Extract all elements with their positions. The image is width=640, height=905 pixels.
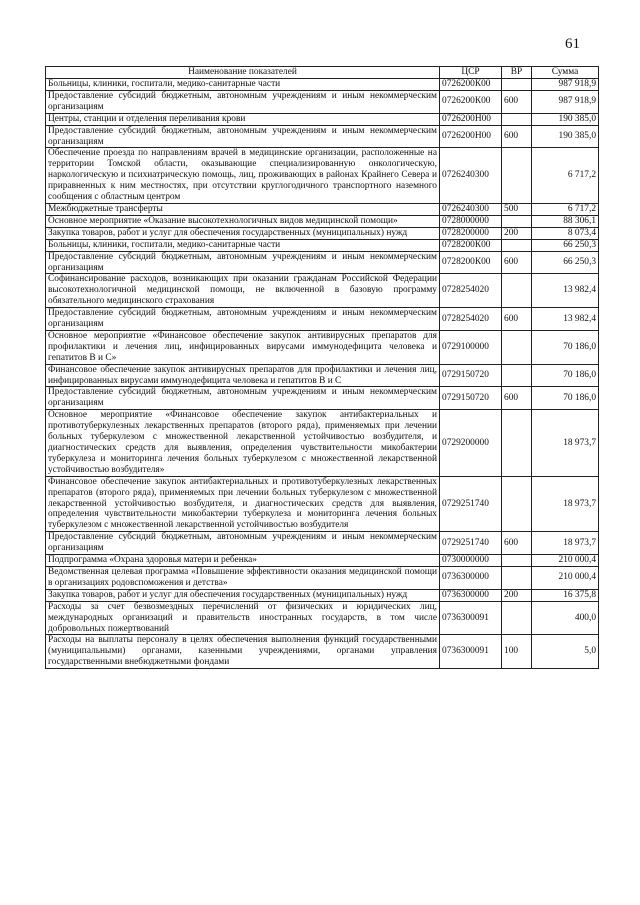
vr-cell: 600 [502, 125, 532, 148]
table-row [46, 387, 599, 410]
vr-cell: 600 [502, 251, 532, 274]
sum-cell: 13 982,4 [532, 274, 599, 308]
csr-cell: 0730000000 [440, 555, 502, 567]
vr-cell: 200 [502, 589, 532, 601]
sum-cell: 400,0 [532, 601, 599, 635]
csr-cell: 0726200К00 [440, 90, 502, 113]
table-row [46, 239, 599, 251]
sum-cell: 66 250,3 [532, 251, 599, 274]
name-cell: Ведомственная целевая программа «Повышение эффективности оказания медицинской помощи в организациях родовспоможения и детства» [46, 566, 440, 589]
sum-cell: 6 717,2 [532, 148, 599, 204]
vr-cell: 600 [502, 532, 532, 555]
vr-cell [502, 79, 532, 91]
sum-cell: 88 306,1 [532, 215, 599, 227]
sum-cell: 70 186,0 [532, 330, 599, 364]
table-row [46, 308, 599, 331]
vr-cell [502, 364, 532, 387]
vr-cell [502, 410, 532, 476]
table-row [46, 589, 599, 601]
csr-cell: 0728200К00 [440, 239, 502, 251]
name-cell: Подпрограмма «Охрана здоровья матери и ребенка» [46, 555, 440, 567]
sum-cell: 8 073,4 [532, 227, 599, 239]
csr-cell: 0729200000 [440, 410, 502, 476]
sum-cell: 13 982,4 [532, 308, 599, 331]
csr-cell: 0726240300 [440, 203, 502, 215]
csr-cell: 0728200К00 [440, 251, 502, 274]
name-cell: Предоставление субсидий бюджетным, автономным учреждениям и иным некоммерческим организациям [46, 125, 440, 148]
vr-cell [502, 215, 532, 227]
csr-cell: 0736300000 [440, 566, 502, 589]
csr-cell: 0728254020 [440, 308, 502, 331]
table-row [46, 635, 599, 669]
table-row [46, 532, 599, 555]
table-row [46, 125, 599, 148]
budget-table [45, 66, 599, 669]
table-row [46, 601, 599, 635]
name-cell: Основное мероприятие «Оказание высокотехнологичных видов медицинской помощи» [46, 215, 440, 227]
csr-cell: 0726200К00 [440, 79, 502, 91]
csr-cell: 0729100000 [440, 330, 502, 364]
name-cell: Расходы на выплаты персоналу в целях обеспечения выполнения функций государственными (муниципальными) органами, казенными учреждениями, органами управления государственными внебюджетными фондами [46, 635, 440, 669]
csr-cell: 0729150720 [440, 364, 502, 387]
name-cell: Предоставление субсидий бюджетным, автономным учреждениям и иным некоммерческим организациям [46, 387, 440, 410]
table-header-row [46, 67, 599, 79]
sum-cell: 18 973,7 [532, 410, 599, 476]
table-row [46, 203, 599, 215]
header-vr: ВР [502, 67, 532, 79]
sum-cell: 70 186,0 [532, 387, 599, 410]
vr-cell [502, 476, 532, 532]
sum-cell: 190 385,0 [532, 113, 599, 125]
csr-cell: 0728254020 [440, 274, 502, 308]
name-cell: Предоставление субсидий бюджетным, автономным учреждениям и иным некоммерческим организациям [46, 251, 440, 274]
header-sum: Сумма [532, 67, 599, 79]
vr-cell: 500 [502, 203, 532, 215]
csr-cell: 0729251740 [440, 532, 502, 555]
table-row [46, 79, 599, 91]
name-cell: Больницы, клиники, госпитали, медико-санитарные части [46, 239, 440, 251]
name-cell: Финансовое обеспечение закупок антибактериальных и противотуберкулезных лекарственных препаратов (второго ряда), применяемых при лечении больных туберкулезом с множественной лекарственной устойчивостью возбудителя, и диагностических средств для выявления, определения чувствительности микобактерии туберкулеза и мониторинга лечения больных туберкулезом с множественной лекарственной устойчивостью возбудителя [46, 476, 440, 532]
table-row [46, 410, 599, 476]
vr-cell [502, 274, 532, 308]
table-row [46, 90, 599, 113]
csr-cell: 0726240300 [440, 148, 502, 204]
table-row [46, 566, 599, 589]
vr-cell: 600 [502, 387, 532, 410]
table-row [46, 113, 599, 125]
table-row [46, 274, 599, 308]
name-cell: Расходы за счет безвозмездных перечислений от физических и юридических лиц, международных организаций и правительств иностранных государств, в том числе добровольных пожертвований [46, 601, 440, 635]
vr-cell [502, 330, 532, 364]
vr-cell [502, 113, 532, 125]
sum-cell: 5,0 [532, 635, 599, 669]
name-cell: Закупка товаров, работ и услуг для обеспечения государственных (муниципальных) нужд [46, 589, 440, 601]
table-row [46, 476, 599, 532]
vr-cell: 600 [502, 90, 532, 113]
name-cell: Предоставление субсидий бюджетным, автономным учреждениям и иным некоммерческим организациям [46, 532, 440, 555]
name-cell: Основное мероприятие «Финансовое обеспечение закупок антивирусных препаратов для профилактики и лечения лиц, инфицированных вирусами иммунодефицита человека и гепатитов В и С» [46, 330, 440, 364]
csr-cell: 0726200Н00 [440, 125, 502, 148]
sum-cell: 16 375,8 [532, 589, 599, 601]
table-row [46, 227, 599, 239]
sum-cell: 210 000,4 [532, 566, 599, 589]
name-cell: Софинансирование расходов, возникающих при оказании гражданам Российской Федерации высокотехнологичной медицинской помощи, не включенной в базовую программу обязательного медицинского страхования [46, 274, 440, 308]
page-number: 61 [565, 36, 580, 52]
header-name: Наименование показателей [46, 67, 440, 79]
vr-cell [502, 148, 532, 204]
name-cell: Предоставление субсидий бюджетным, автономным учреждениям и иным некоммерческим организациям [46, 90, 440, 113]
sum-cell: 18 973,7 [532, 532, 599, 555]
name-cell: Межбюджетные трансферты [46, 203, 440, 215]
table-row [46, 555, 599, 567]
table-row [46, 330, 599, 364]
name-cell: Закупка товаров, работ и услуг для обеспечения государственных (муниципальных) нужд [46, 227, 440, 239]
sum-cell: 210 000,4 [532, 555, 599, 567]
csr-cell: 0728000000 [440, 215, 502, 227]
table-row [46, 215, 599, 227]
csr-cell: 0736300000 [440, 589, 502, 601]
table-body [46, 79, 599, 669]
header-csr: ЦСР [440, 67, 502, 79]
table-row [46, 251, 599, 274]
sum-cell: 987 918,9 [532, 90, 599, 113]
table-row [46, 364, 599, 387]
vr-cell: 600 [502, 308, 532, 331]
table-header [46, 67, 599, 79]
sum-cell: 66 250,3 [532, 239, 599, 251]
vr-cell [502, 601, 532, 635]
name-cell: Больницы, клиники, госпитали, медико-санитарные части [46, 79, 440, 91]
csr-cell: 0729150720 [440, 387, 502, 410]
vr-cell: 100 [502, 635, 532, 669]
sum-cell: 6 717,2 [532, 203, 599, 215]
name-cell: Предоставление субсидий бюджетным, автономным учреждениям и иным некоммерческим организациям [46, 308, 440, 331]
table-row [46, 148, 599, 204]
name-cell: Обеспечение проезда по направлениям врачей в медицинские организации, расположенные на территории Томской области, оказывающие специализированную онкологическую, наркологическую и психиатрическую помощь, лиц, проживающих в районах Крайнего Севера и приравненных к ним местностях, при отсутствии круглогодичного транспортного наземного сообщения с областным центром [46, 148, 440, 204]
csr-cell: 0726200Н00 [440, 113, 502, 125]
vr-cell [502, 239, 532, 251]
sum-cell: 190 385,0 [532, 125, 599, 148]
name-cell: Основное мероприятие «Финансовое обеспечение закупок антибактериальных и противотуберкулезных лекарственных препаратов (второго ряда), применяемых при лечении больных туберкулезом с множественной лекарственной устойчивостью возбудителя, и диагностических средств для выявления, определения чувствительности микобактерии туберкулеза и мониторинга лечения больных туберкулезом с множественной лекарственной устойчивостью возбудителя» [46, 410, 440, 476]
vr-cell [502, 566, 532, 589]
csr-cell: 0729251740 [440, 476, 502, 532]
name-cell: Центры, станции и отделения переливания крови [46, 113, 440, 125]
vr-cell [502, 555, 532, 567]
sum-cell: 987 918,9 [532, 79, 599, 91]
vr-cell: 200 [502, 227, 532, 239]
csr-cell: 0736300091 [440, 635, 502, 669]
csr-cell: 0728200000 [440, 227, 502, 239]
name-cell: Финансовое обеспечение закупок антивирусных препаратов для профилактики и лечения лиц, инфицированных вирусами иммунодефицита человека и гепатитов В и С [46, 364, 440, 387]
csr-cell: 0736300091 [440, 601, 502, 635]
sum-cell: 18 973,7 [532, 476, 599, 532]
sum-cell: 70 186,0 [532, 364, 599, 387]
